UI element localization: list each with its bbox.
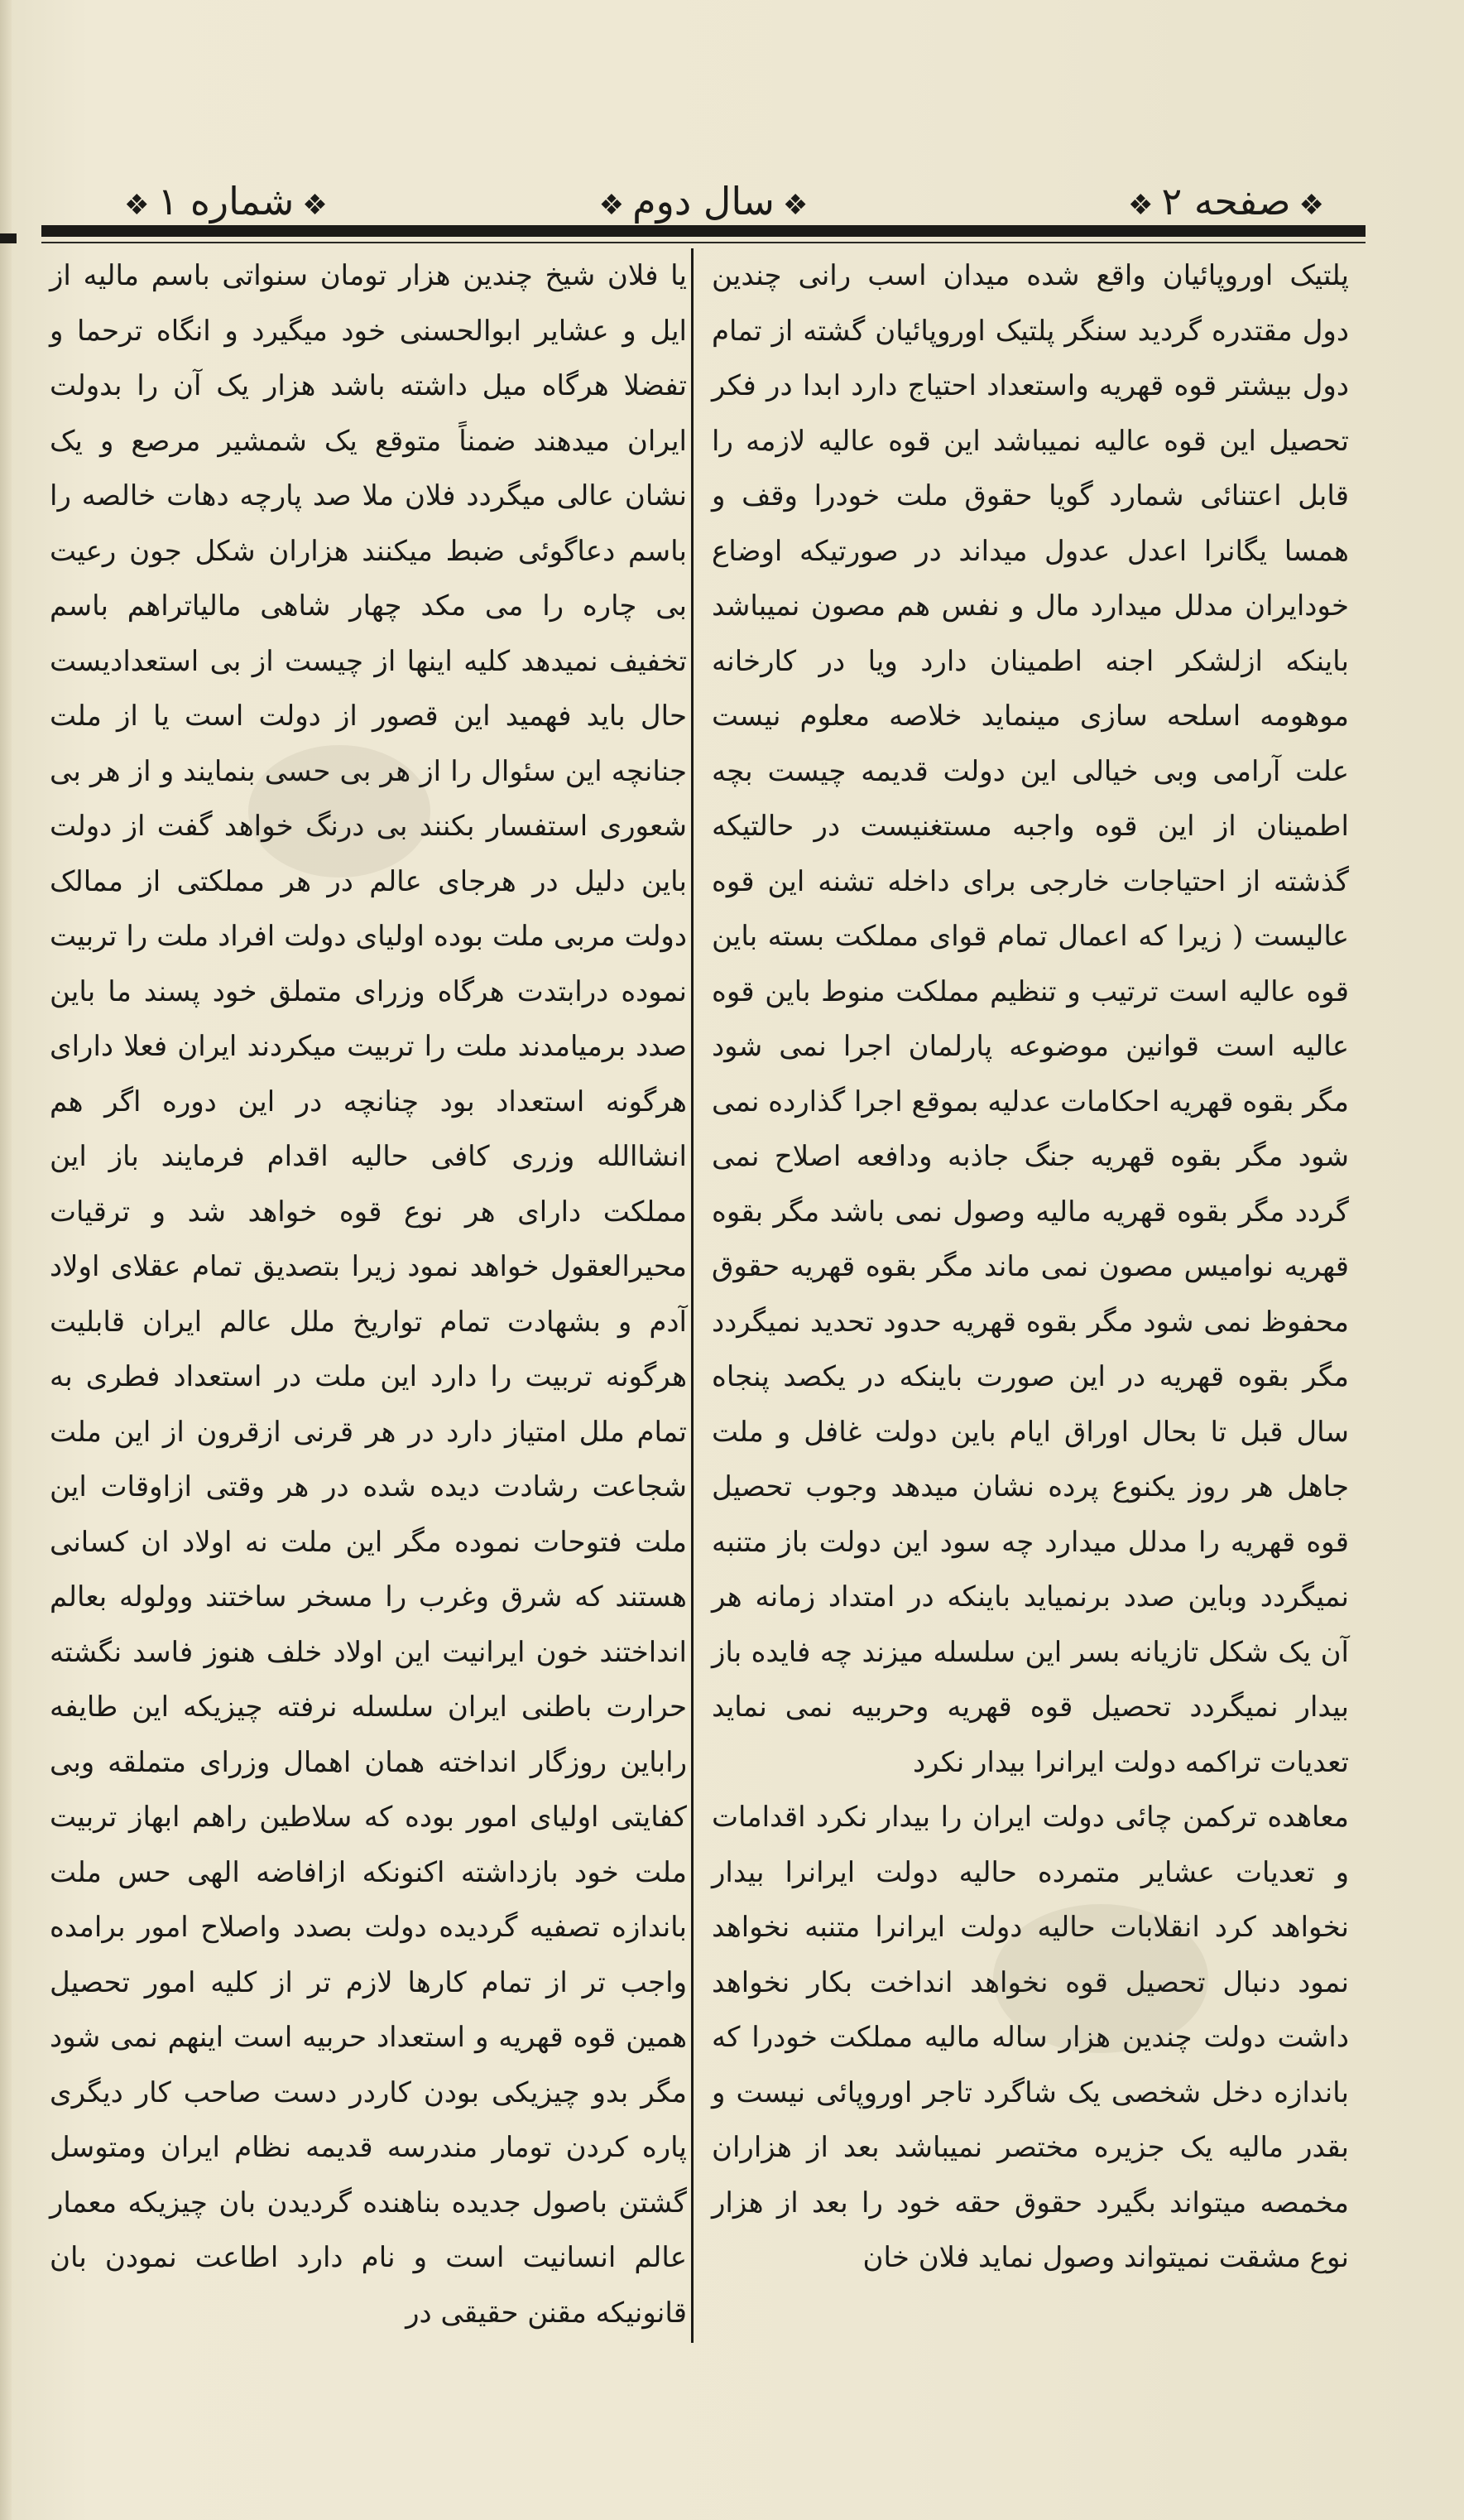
ornament-icon: ❖ (1298, 189, 1324, 222)
issue-number (116, 176, 336, 230)
article-paragraph: پلتیک اوروپائیان واقع شده میدان اسب رانی چندین دول مقتدره گردید سنگر پلتیک اوروپائیان گشته از تمام دول بیشتر قوه قهریه واستعداد احتیاج دارد ابدا در فکر تحصیل این قوه عالیه نمیباشد این قوه عالیه لازمه را قابل اعتنائی شمارد گویا حقوق ملت خودرا وقف و همسا یگانرا اعدل عدول میداند در صورتیکه اوضاع خودایران مدلل میدارد مال و نفس هم مصون نمیباشد باینکه ازلشکر اجنه اطمینان دارد ویا در کارخانه موهومه اسلحه سازی مینماید خلاصه معلوم نیست علت آرامی وبی خیالی این دولت قدیمه چیست بچه اطمینان از این قوه واجبه مستغنیست در حالتیکه گذشته از احتیاجات خارجی برای داخله تشنه این قوه عالیست ( زیرا که اعمال تمام قوای مملکت بسته باین قوه عالیه است ترتیب و تنظیم مملکت منوط باین قوه عالیه است قوانین موضوعه پارلمان اجرا نمی شود مگر بقوه قهریه احکامات عدلیه بموقع اجرا گذارده نمی شود مگر بقوه قهریه جنگ جاذبه ودافعه اصلاح نمی گردد مگر بقوه قهریه مالیه وصول نمی باشد مگر بقوه قهریه نوامیس مصون نمی ماند مگر بقوه قهریه حقوق محفوظ نمی شود مگر بقوه قهریه حدود تحدید نمیگردد مگر بقوه قهریه در این صورت باینکه در یکصد پنجاه سال قبل تا بحال اوراق ایام باین دولت غافل و ملت جاهل هر روز یکنوع پرده نشان میدهد وجوب تحصیل قوه قهریه را مدلل میدارد چه سود این دولت باز متنبه نمیگردد وباین صدد برنمیاید باینکه در امتداد زمانه هر آن یک شکل تازیانه بسر این سلسله میزند چه فایده باز بیدار نمیگردد تحصیل قوه قهریه وحربیه نمی نماید تعدیات تراکمه دولت ایرانرا بیدار نکرد (712, 259, 1349, 1779)
margin-mark (0, 233, 17, 243)
ornament-icon: ❖ (302, 189, 328, 222)
header-rule-thin (41, 242, 1366, 243)
issue-label: شماره ۱ (157, 179, 295, 224)
right-column (712, 248, 1349, 2286)
header-rule (41, 225, 1366, 237)
volume-label: سال دوم (632, 179, 775, 224)
page-binding-edge (0, 0, 12, 2520)
ornament-icon: ❖ (124, 189, 150, 222)
column-divider (691, 248, 694, 2343)
left-column (50, 248, 687, 2340)
page-number-label: صفحه ۲ (1161, 179, 1291, 224)
article-paragraph: یا فلان شیخ چندین هزار تومان سنواتی باسم مالیه از ایل و عشایر ابوالحسنی خود میگیرد و انگاه ترحما و تفضلا هرگاه میل داشته باشد هزار یک آن را بدولت ایران میدهند ضمناً متوقع یک شمشیر مرصع و یک نشان عالی میگردد فلان ملا صد پارچه دهات خالصه را باسم دعاگوئی ضبط میکنند هزاران شکل جون رعیت بی چاره را می مکد چهار شاهی مالیاتراهم باسم تخفیف نمیدهد کلیه اینها از چیست از بی استعدادیست حال باید فهمید این قصور از دولت است یا از ملت جنانچه این سئوال را از هر بی حسی بنمایند و از هر بی شعوری استفسار بکنند بی درنگ خواهد گفت از دولت باین دلیل در هرجای عالم در هر مملکتی از ممالک دولت مربی ملت بوده اولیای دولت افراد ملت را تربیت نموده درابتدت هرگاه وزرای متملق خود پسند ما باین صدد برمیامدند ملت را تربیت میکردند ایران فعلا دارای هرگونه استعداد بود چنانچه در این دوره اگر هم انشاالله وزری کافی حالیه اقدام فرمایند باز این مملکت دارای هر نوع قوه خواهد شد و ترقیات محیرالعقول خواهد نمود زیرا بتصدیق تمام عقلای اولاد آدم و بشهادت تمام تواریخ ملل عالم ایران قابلیت هرگونه تربیت را دارد این ملت در استعداد فطری به تمام ملل امتیاز دارد در هر قرنی ازقرون از این ملت شجاعت رشادت دیده شده در هر وقتی ازاوقات این ملت فتوحات نموده مگر این ملت نه اولاد ان کسانی هستند که شرق وغرب را مسخر ساختند وولوله بعالم انداختند خون ایرانیت این اولاد خلف هنوز فاسد نگشته حرارت باطنی ایران سلسله نرفته چیزیکه این طایفه راباین روزگار انداخته همان اهمال وزرای متملقه وبی کفایتی اولیای امور بوده که سلاطین راهم ابهاز تربیت ملت خود بازداشته اکنونکه ازافاضه الهی حس ملت باندازه تصفیه گردیده دولت بصدد واصلاح امور برامده واجب تر از تمام کارها لازم تر از کلیه امور تحصیل همین قوه قهریه و استعداد حربیه است اینهم نمی شود مگر بدو چیزیکی بودن کاردر دست صاحب کار دیگری پاره کردن تومار مندرسه قدیمه نظام ایران ومتوسل گشتن باصول جدیده بناهنده گردیدن بان چیزیکه معمار عالم انسانیت است و نام دارد اطاعت نمودن بان قانونیکه مقنن حقیقی در (50, 259, 688, 2330)
article-paragraph: معاهده ترکمن چائی دولت ایران را بیدار نکرد اقدامات و تعدیات عشایر متمرده حالیه دولت ایرانرا بیدار نخواهد کرد انقلابات حالیه دولت ایرانرا متنبه نخواهد نمود دنبال تحصیل قوه نخواهد انداخت بکار نخواهد داشت دولت چندین هزار ساله مالیه مملکت خودرا که باندازه دخل شخصی یک شاگرد تاجر اوروپائی نیست و بقدر مالیه یک جزیره مختصر نمیباشد بعد از هزاران مخمصه میتواند بگیرد حقوق حقه خود را بعد از هزار نوع مشقت نمیتواند وصول نماید فلان خان (712, 1801, 1349, 2274)
ornament-icon: ❖ (598, 189, 625, 222)
ornament-icon: ❖ (782, 189, 809, 222)
ornament-icon: ❖ (1128, 189, 1154, 222)
